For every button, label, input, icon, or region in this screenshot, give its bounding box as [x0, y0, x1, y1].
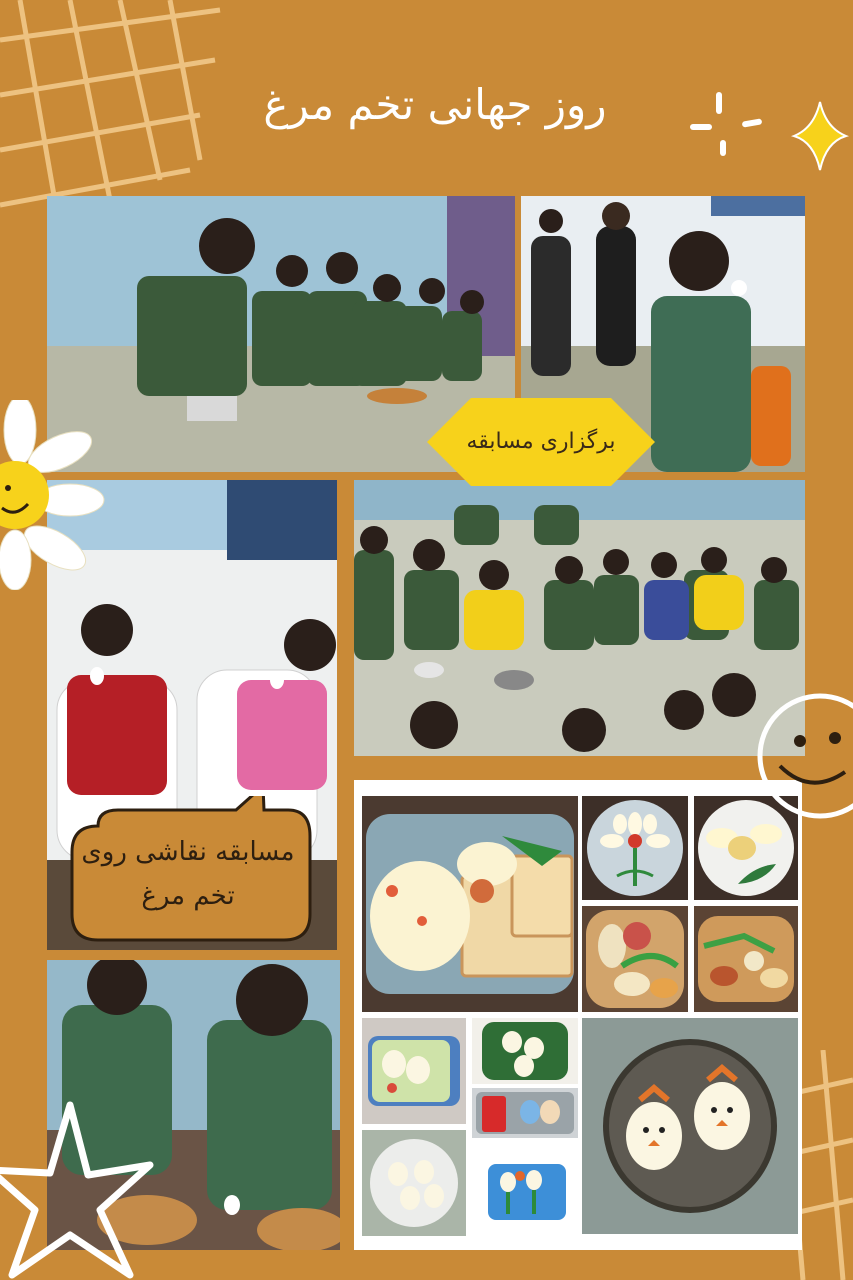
star-icon [0, 1095, 160, 1280]
egg-art-drink-box [472, 1088, 578, 1138]
contest-badge [425, 396, 657, 488]
egg-art-chicks-bowl [582, 1018, 798, 1234]
egg-art-greens-eggs [472, 1018, 578, 1084]
smiley-icon [740, 686, 853, 826]
daisy-flower-icon [0, 400, 120, 590]
painting-contest-label: مسابقه نقاشی روی تخم مرغ [81, 837, 295, 911]
page-title: روز جهانی تخم مرغ [263, 80, 607, 129]
sparkle-icon [680, 80, 850, 180]
photo-students-circle-floor [354, 480, 805, 756]
contest-badge-label: برگزاری مسابقه [466, 429, 616, 454]
egg-art-lunchbox-faces [362, 1018, 466, 1124]
egg-art-bowl-chicks [362, 1130, 466, 1236]
egg-art-lunchbox-chicks [362, 796, 578, 1012]
egg-art-vegetable-tray [694, 906, 798, 1012]
egg-art-bouquet-plate [582, 906, 688, 1012]
egg-art-flowers-box [472, 1142, 578, 1234]
egg-art-collage-panel [354, 780, 802, 1250]
painting-contest-bubble [58, 796, 318, 956]
egg-art-flower-plate [582, 796, 688, 900]
